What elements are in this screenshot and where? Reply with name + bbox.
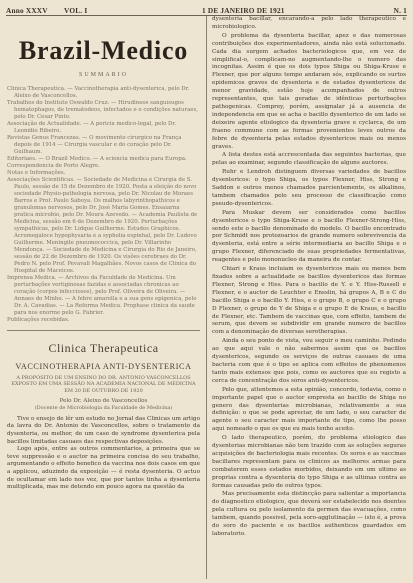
article-body-right — [212, 16, 406, 539]
issue-header — [6, 2, 407, 16]
paragraph: Tive o ensejo de lêr um estudo no Jornal das Clinicas um artigo da lavra do Dr. Antonio de Vasconcellos, sobre o tratamento da dysenteria, ou melhor, de um caso de syndrome dysenterica pela bacillos limitadas casuaes das respectivas deposições. — [7, 415, 200, 445]
issue-year: Anno XXXV — [6, 6, 48, 15]
summary-item: Revistas Genus Francezas. — O movimento cirurgico na França depois de 1914 — Cirurgia vascular e do coração pelo Dr. Guilhaum. — [7, 135, 182, 155]
summary-item: Editoriaes. — O Brazil Medico. — A sciencia medica para Europa. — [7, 156, 187, 162]
paragraph: Chiari e Kraus incluiam os dysentericos mais ou menos bem fixados sobre a actualidade os bacillos dysentericos das formas Flexner, Strong e Hiss. Para o bacillo de Y. e Y. Hiss-Russell e Flexner, e o auctor de Leuchter e Ensslin, há grupos A, B e C do bacillo Shiga e o bacillo Y. Hiss, e o grupo B, o grupo C e o grupo D Flexner, o grupo de Y de Shiga e o grupo E de Kraus, e bacillo de Flexner, etc. Tambem de vaccinas que, com effeito, tambem de serum, que devem se subdividir em grande numero de bacillos com a denominação de diversas serotherapias. — [212, 266, 406, 336]
paragraph: O lado therapeutico, porém, do problema etiologico das dysenterias microbianas não tem trazido com as soluções seguras acquisições de bacteriologia mais recentes. Os soros e as vaccinas bacillares representam para os clinicos as melhores armas para combaterem esses estados morbidos, deixando em um ultimo as proprias contra a dysenteria do typo Shiga e as ultimas contra as formas causadas pelo de outros typos. — [212, 435, 406, 489]
summary-item: Associações Scientificas. — Sociedade de Medicina e Cirurgia de S. Paulo, sessão de 15 de Dezembro de 1920. Posta a eleição do novo sociedade Physio-pathologia nervosa, pelo Dr. Nicolau de Moraes Barros e Prof. Paulo Saboya. Os malhos labyrinthopathicos e granulomas nervosos, pelo Dr. José Maria Gomes. Ensaiarna pratica microbio, pelo Dr. Moura Azevedo. — Academia Paulista de Medicina, sessão em 6 de Dezembro de 1920. Perturbações sympathicas, pelo Dr. Lidque Guilherme. Estudos Graphicos. Acromegaloce hypophysaria e a sypholia espinhal, pelo Dr. Ludovo Guilherme. Meningite pneumococcica, pelo Dr. Villarinho Mendonça. — Sociedade de Medicina e Cirurgia do Rio de Janeiro, sessão de 22 de Dezembro de 1920. Os visões cerebraes do Dr. Pedro N. pelo Prof. Pevavali Magalhães. Novos casos de Clinica do Hospital de Maceicos. — [7, 177, 198, 274]
section-title: Clinica Therapeutica — [48, 341, 159, 355]
left-column — [7, 16, 200, 492]
issue-volume: VOL. I — [64, 6, 88, 15]
summary-heading: SUMMARIO — [78, 72, 128, 78]
article-note: A PROPOSITO DE UM ENSINO DO DR. ANTONIO VASCONCELLOS EXPOSTO EM UMA SESSÃO NA ACADEMIA NACIONAL DE MEDICINA EM 20 DE OUTUBRO DE 1920 — [11, 375, 196, 394]
summary-list — [7, 86, 200, 324]
author-institution: (Docente de Microbiologia da Faculdade de Medicina) — [34, 404, 173, 411]
masthead-title: Brazil-Medico — [18, 36, 189, 65]
paragraph: O problema da dysenteria bacillar, apez e das numerosas contribuições dos experimentadores, ainda não está solucionado. Cada dia surgem achados bacteriologicos que, em vez de simplifical-o, complicam-no augmentando-lhe o numero das incognitas. Assim é que os dois typos Shiga ou Shiga-Kruse e Flexner, que por alguns tempo andaram sós, explicando os surtos epidemicos graves de dysenteria e de estados dysentericos de menor gravidade, estão hoje acompanhados de outros representantes, que tais geradas de idênticas perturbações pathogenicas. Comprey, porém, assignalar já a ausencia de independencia em que se acha o bacillo dysenterico de um lado se deixeire agente etiologico da dysenteria grave e cyclarca, de um fraeno commune com as formas provenientes leves outros da febre de dysenteria pelas estados dysentericos mais ou menos graves. — [212, 32, 406, 150]
article-author: Pelo Dr. Aleixo de Vasconcellos — [59, 397, 148, 404]
article-body-left — [7, 416, 200, 492]
summary-item: Clinica Therapeutica. — Vaccinotherapia anti-dysenterica, pelo Dr. Aleixo de Vasconcellos. — [7, 86, 190, 99]
summary-item: Trabalhos do Instituto Oswaldo Cruz. — Hirudineos sanguisugos hematophagos, de trematodeos, infectados e o condições naturaes, pelo Dr. Cesar Pinto. — [7, 100, 198, 120]
paragraph: dysenteria bacillar, encarando-a pelo lado therapeutico e microbiologico. — [212, 16, 406, 30]
summary-item: Imprensa Medica. — Archivos da Faculdade de Medicina. Um perturbações vertiginosas fazidas e associadas chronicas ao coração (corpos infecciosos), pelo Prof. Oliveira de Oliveira. — Annaes do Minho. — A febre amarella e a sua gens epigenica, pelo Dr. A. Cavadias. — La Reforma Medica. Prophase clinica da saude para nos enorme pelo G. Fabrier. — [7, 275, 197, 316]
paragraph: Logo após, entre as outros commentarios, a primeira que se teve suppressão e o auctor na primeira concisa do seu trabalho, argumentando o effeito benefico da vaccina nos dois casos em que a applicou, aduzindo da exposição — é resta dysenteria. O actuo de ocultamar em lado nos vez, que por tantos tinha a dysenteria multiplicada, mas me detendo em pouco agora na questão da — [7, 446, 200, 491]
summary-item: Notas e Informações. — [7, 170, 66, 176]
column-rule — [206, 16, 207, 579]
paragraph: Ainda o seu ponto de vista, vou seguir o meu caminho. Pedindo ao que aqui vale o não sabermos assim que os bacillos dysentericos, segundo os serviços de outras casuaes de uma bacteria com que é o tipo se aplica com effeitos de phenomenos tanto mais extensos que pois, como os auctores que eu registo a cerca de concentração dos soros anti-dysentericos. — [212, 338, 406, 384]
section-divider — [7, 330, 200, 331]
paragraph: Mas precisamente esta distincção para salientar a importancia do diagnostico etiologico, que deverá ser estabelecido nos doentes pela cultura ou pelo isolamento da germen das evacuações, como tambem, quando possivel, pela soro-agglutinação — isto é, a prova do soro do paciente e os bacillos authenticos guardados em laboratorio. — [212, 491, 406, 537]
paragraph: Para Muskar devem ser considerados como bacillos dysentericos o typo Shiga-Kruse e o bacillo Flexner-Strong-Hiss, sendo este o bacillo denominado do modelo. O bacillo encontrado por Schmidt nos protozoarios de grande numero sobrevivencia da dysenteria, está entre a série intermediaria ao bacillo Shiga e o grupo Flexner, diferenciado de suas propriedades fermentativas, reagentes e pelo mononucleo da maneira de contar. — [212, 209, 406, 264]
summary-item: Correspondencia de Porto Alegre. — [7, 163, 100, 169]
paragraph: A lista destes está accrescentada das seguintes bacterias, que pelas ao examinar, segundo classificação de alguns auctores. — [212, 152, 406, 167]
paragraph: Ruhr e Lendroh distinguem diversas variedades de bacillos dysentericos: o typo Shiga, os typos Flexner, Hiss, Strong e Saddon e outros menos chamados parcientemente, os alkalinos, tambem chamados pelo seu processo de classificação como pseudo-dysentericos. — [212, 169, 406, 207]
paragraph: Pelo que, attentemos a esta opinião, concordo, todavia, como o importante papel que o auctor empresta ao bacillo de Shiga no genero das dysenterias microbianas, relativamente a sua definição: o que se pode apreciar, de um lado, o seu caracter de agente o seu caracter mais importante de tipo, como lhe posso aqui nomeado o que os que eu mais tenho aceito. — [212, 386, 406, 433]
article-title: VACCINOTHERAPIA ANTI-DYSENTERICA — [15, 362, 192, 371]
summary-item: Publicações recebidas. — [7, 317, 70, 323]
right-column — [212, 16, 406, 540]
issue-date: 1 DE JANEIRO DE 1921 — [202, 6, 285, 15]
issue-number: N. 1 — [393, 6, 407, 15]
summary-item: Associação de Actualidade. — A pericia medico-legal, pelo Dr. Leonidio Ribeiro. — [7, 121, 177, 134]
